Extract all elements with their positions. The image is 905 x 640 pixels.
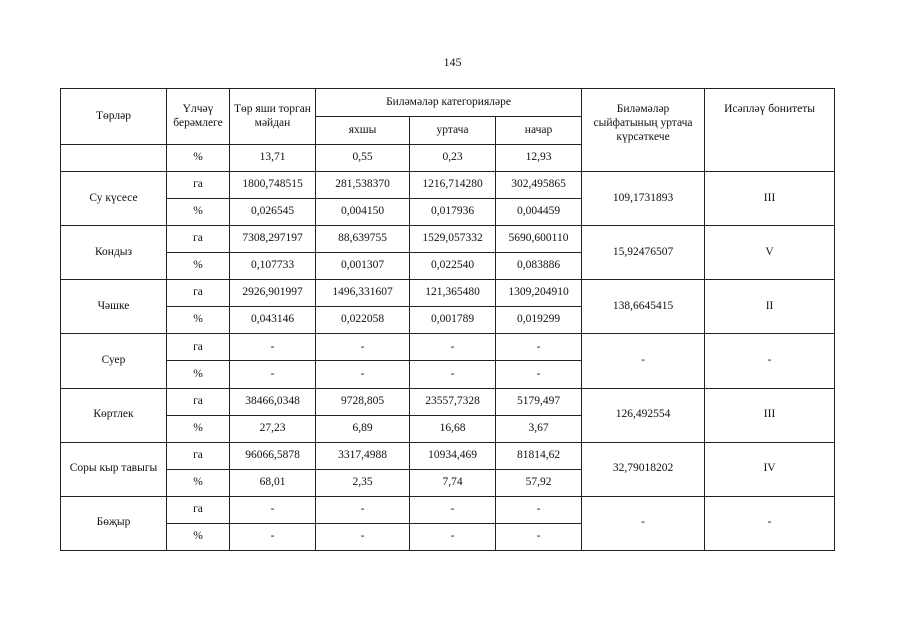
good-value: - xyxy=(316,496,410,523)
quality-index-value: - xyxy=(582,496,705,550)
medium-percent: - xyxy=(410,523,496,550)
bad-percent: - xyxy=(496,523,582,550)
unit-ga: га xyxy=(167,280,230,307)
bonitet-value: IV xyxy=(705,442,835,496)
header-categories: Биләмәләр категорияләре xyxy=(316,89,582,117)
unit-percent: % xyxy=(167,523,230,550)
unit-ga: га xyxy=(167,334,230,361)
bad-value: - xyxy=(496,334,582,361)
medium-value: - xyxy=(410,496,496,523)
good-value: 281,538370 xyxy=(316,172,410,199)
medium-percent: 0,022540 xyxy=(410,253,496,280)
good-percent: - xyxy=(316,523,410,550)
good-value: 1496,331607 xyxy=(316,280,410,307)
header-types: Төрләр xyxy=(61,89,167,145)
unit-percent: % xyxy=(167,307,230,334)
good-percent: 0,001307 xyxy=(316,253,410,280)
medium-percent: 0,017936 xyxy=(410,199,496,226)
good-percent: 0,022058 xyxy=(316,307,410,334)
bonitet-value: V xyxy=(705,226,835,280)
quality-index-value: 15,92476507 xyxy=(582,226,705,280)
good-percent: 6,89 xyxy=(316,415,410,442)
medium-value: 10934,469 xyxy=(410,442,496,469)
unit-ga: га xyxy=(167,442,230,469)
good-percent: 2,35 xyxy=(316,469,410,496)
quality-index-value: 138,6645415 xyxy=(582,280,705,334)
header-good: яхшы xyxy=(316,117,410,145)
bonitet-value: - xyxy=(705,496,835,550)
bad-percent: 57,92 xyxy=(496,469,582,496)
area-value: 1800,748515 xyxy=(230,172,316,199)
unit-ga: га xyxy=(167,388,230,415)
bad-percent: 3,67 xyxy=(496,415,582,442)
medium-percent: 7,74 xyxy=(410,469,496,496)
bad-value: 5690,600110 xyxy=(496,226,582,253)
percent-row-unit: % xyxy=(167,145,230,172)
quality-index-value: 126,492554 xyxy=(582,388,705,442)
area-value: 38466,0348 xyxy=(230,388,316,415)
good-value: 3317,4988 xyxy=(316,442,410,469)
area-value: 96066,5878 xyxy=(230,442,316,469)
good-percent: 0,004150 xyxy=(316,199,410,226)
good-value: - xyxy=(316,334,410,361)
bad-value: 1309,204910 xyxy=(496,280,582,307)
area-value: 2926,901997 xyxy=(230,280,316,307)
medium-value: - xyxy=(410,334,496,361)
species-name: Соры кыр тавыгы xyxy=(61,442,167,496)
area-percent: 0,043146 xyxy=(230,307,316,334)
species-name: Көртлек xyxy=(61,388,167,442)
unit-percent: % xyxy=(167,469,230,496)
header-area: Төр яши торган мәйдан xyxy=(230,89,316,145)
species-name: Суер xyxy=(61,334,167,388)
good-value: 9728,805 xyxy=(316,388,410,415)
bad-percent: 0,019299 xyxy=(496,307,582,334)
species-name: Кондыз xyxy=(61,226,167,280)
header-quality-index: Биләмәләр сыйфатының уртача күрсәткече xyxy=(582,89,705,172)
bad-value: - xyxy=(496,496,582,523)
percent-row-medium: 0,23 xyxy=(410,145,496,172)
unit-ga: га xyxy=(167,496,230,523)
medium-percent: 16,68 xyxy=(410,415,496,442)
header-medium: уртача xyxy=(410,117,496,145)
bonitet-value: III xyxy=(705,172,835,226)
page-number: 145 xyxy=(443,55,462,69)
area-value: - xyxy=(230,496,316,523)
bonitet-value: II xyxy=(705,280,835,334)
percent-row-bad: 12,93 xyxy=(496,145,582,172)
bonitet-value: III xyxy=(705,388,835,442)
medium-percent: - xyxy=(410,361,496,388)
species-name: Су күсесе xyxy=(61,172,167,226)
medium-value: 1216,714280 xyxy=(410,172,496,199)
bad-value: 5179,497 xyxy=(496,388,582,415)
header-bonitet: Исәпләү бонитеты xyxy=(705,89,835,172)
unit-ga: га xyxy=(167,226,230,253)
area-percent: - xyxy=(230,361,316,388)
bad-percent: 0,083886 xyxy=(496,253,582,280)
area-percent: - xyxy=(230,523,316,550)
medium-percent: 0,001789 xyxy=(410,307,496,334)
species-name: Бөҗыр xyxy=(61,496,167,550)
bad-percent: 0,004459 xyxy=(496,199,582,226)
medium-value: 23557,7328 xyxy=(410,388,496,415)
species-land-table xyxy=(60,88,835,551)
area-value: 7308,297197 xyxy=(230,226,316,253)
header-unit: Үлчәү берәмлеге xyxy=(167,89,230,145)
percent-row-blank xyxy=(61,145,167,172)
unit-percent: % xyxy=(167,199,230,226)
bad-value: 302,495865 xyxy=(496,172,582,199)
header-bad: начар xyxy=(496,117,582,145)
percent-row-area: 13,71 xyxy=(230,145,316,172)
area-percent: 68,01 xyxy=(230,469,316,496)
unit-ga: га xyxy=(167,172,230,199)
medium-value: 1529,057332 xyxy=(410,226,496,253)
area-percent: 0,026545 xyxy=(230,199,316,226)
species-name: Чәшке xyxy=(61,280,167,334)
good-value: 88,639755 xyxy=(316,226,410,253)
quality-index-value: 109,1731893 xyxy=(582,172,705,226)
area-percent: 27,23 xyxy=(230,415,316,442)
percent-row-good: 0,55 xyxy=(316,145,410,172)
unit-percent: % xyxy=(167,253,230,280)
area-value: - xyxy=(230,334,316,361)
unit-percent: % xyxy=(167,361,230,388)
good-percent: - xyxy=(316,361,410,388)
unit-percent: % xyxy=(167,415,230,442)
area-percent: 0,107733 xyxy=(230,253,316,280)
medium-value: 121,365480 xyxy=(410,280,496,307)
bonitet-value: - xyxy=(705,334,835,388)
bad-percent: - xyxy=(496,361,582,388)
quality-index-value: 32,79018202 xyxy=(582,442,705,496)
bad-value: 81814,62 xyxy=(496,442,582,469)
quality-index-value: - xyxy=(582,334,705,388)
